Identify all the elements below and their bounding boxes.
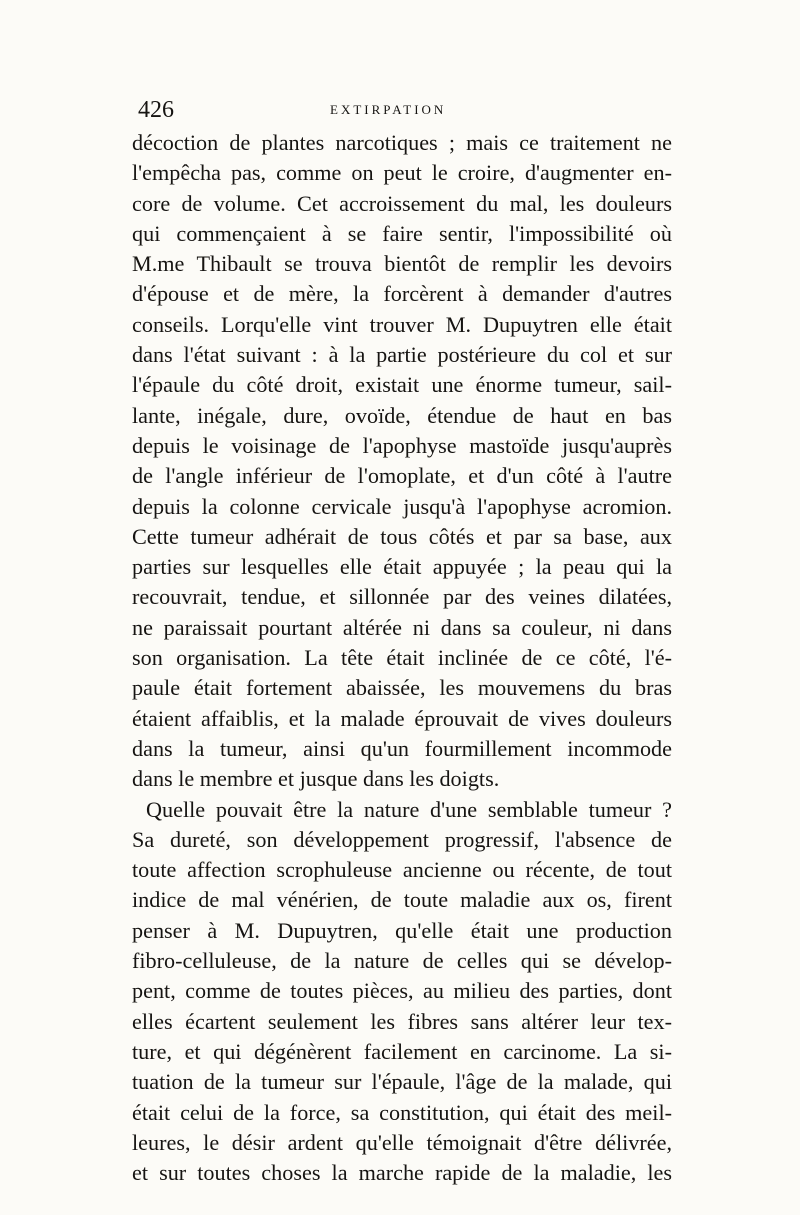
- body-text: [132, 128, 672, 1188]
- text-line: décoction de plantes narcotiques ; mais ce traitement ne: [132, 130, 672, 155]
- text-line: indice de mal vénérien, de toute maladie aux os, firent: [132, 887, 672, 913]
- text-line: Quelle pouvait être la nature d'une semblable tumeur ?: [146, 796, 672, 822]
- text-line: dans le membre et jusque dans les doigts.: [132, 766, 500, 792]
- text-line: recouvrait, tendue, et sillonnée par des veines dilatées,: [132, 584, 672, 610]
- text-line: Cette tumeur adhérait de tous côtés et par sa base, aux: [132, 523, 672, 549]
- text-line: qui commençaient à se faire sentir, l'impossibilité où: [132, 220, 672, 246]
- text-line: pent, comme de toutes pièces, au milieu des parties, dont: [132, 978, 672, 1004]
- text-line: depuis la colonne cervicale jusqu'à l'apophyse acromion.: [132, 493, 672, 519]
- text-line: l'épaule du côté droit, existait une énorme tumeur, sail-: [132, 372, 672, 398]
- text-line: et sur toutes choses la marche rapide de la maladie, les: [132, 1160, 672, 1186]
- page-header: [132, 96, 672, 126]
- text-line: core de volume. Cet accroissement du mal, les douleurs: [132, 190, 672, 216]
- text-line: fibro-celluleuse, de la nature de celles qui se dévelop-: [132, 948, 672, 974]
- text-line: leures, le désir ardent qu'elle témoignait d'être délivrée,: [132, 1129, 672, 1155]
- text-line: lante, inégale, dure, ovoïde, étendue de haut en bas: [132, 402, 672, 428]
- text-line: tuation de la tumeur sur l'épaule, l'âge de la malade, qui: [132, 1069, 672, 1095]
- text-line: étaient affaiblis, et la malade éprouvait de vives douleurs: [132, 705, 672, 731]
- text-line: depuis le voisinage de l'apophyse mastoïde jusqu'auprès: [132, 432, 672, 458]
- text-line: son organisation. La tête était inclinée de ce côté, l'é-: [132, 645, 672, 671]
- text-line: M.me Thibault se trouva bientôt de remplir les devoirs: [132, 251, 672, 277]
- text-line: conseils. Lorqu'elle vint trouver M. Dupuytren elle était: [132, 311, 672, 337]
- text-line: dans l'état suivant : à la partie postérieure du col et sur: [132, 342, 672, 368]
- text-line: de l'angle inférieur de l'omoplate, et d'un côté à l'autre: [132, 463, 672, 489]
- text-line: ne paraissait pourtant altérée ni dans sa couleur, ni dans: [132, 614, 672, 640]
- text-line: l'empêcha pas, comme on peut le croire, d'augmenter en-: [132, 160, 672, 186]
- running-head: EXTIRPATION: [330, 102, 447, 117]
- text-line: paule était fortement abaissée, les mouvemens du bras: [132, 675, 672, 701]
- text-line: toute affection scrophuleuse ancienne ou récente, de tout: [132, 857, 672, 883]
- text-line: penser à M. Dupuytren, qu'elle était une production: [132, 917, 672, 943]
- text-line: ture, et qui dégénèrent facilement en carcinome. La si-: [132, 1038, 672, 1064]
- text-line: Sa dureté, son développement progressif, l'absence de: [132, 826, 672, 852]
- page-number: 426: [138, 97, 174, 123]
- text-line: elles écartent seulement les fibres sans altérer leur tex-: [132, 1008, 672, 1034]
- text-line: était celui de la force, sa constitution, qui était des meil-: [132, 1099, 672, 1125]
- text-line: d'épouse et de mère, la forcèrent à demander d'autres: [132, 281, 672, 307]
- text-line: parties sur lesquelles elle était appuyée ; la peau qui la: [132, 554, 672, 580]
- text-line: dans la tumeur, ainsi qu'un fourmillement incommode: [132, 735, 672, 761]
